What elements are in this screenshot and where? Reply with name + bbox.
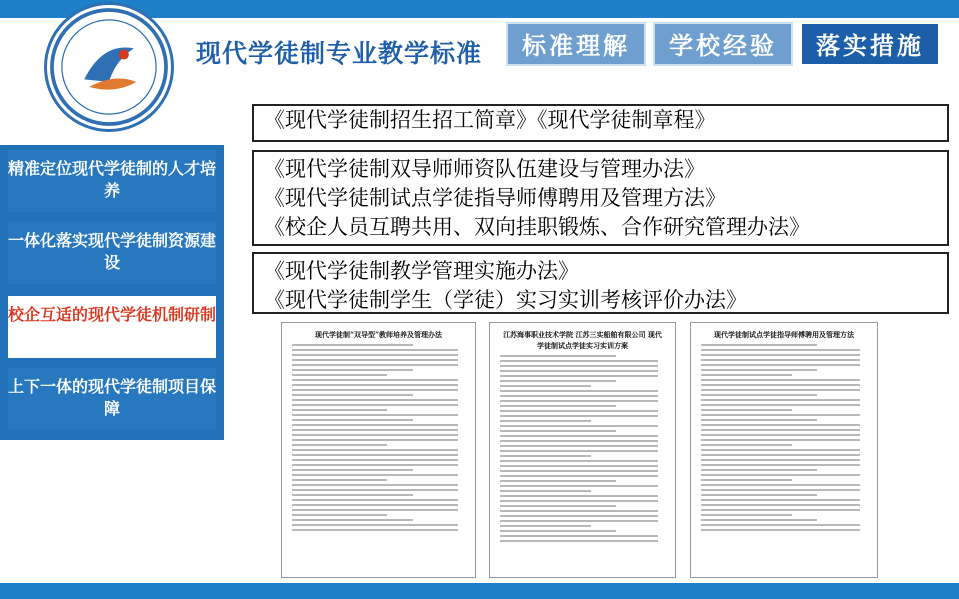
document-text-line xyxy=(701,454,860,456)
document-text-line xyxy=(292,344,413,346)
document-text-line xyxy=(701,359,860,361)
regulation-line: 《现代学徒制试点学徒指导师傅聘用及管理方法》 xyxy=(264,186,726,210)
document-text-line xyxy=(500,420,591,422)
document-text-line xyxy=(292,474,458,476)
page-title: 现代学徒制专业教学标准 xyxy=(196,39,483,68)
document-text-line xyxy=(500,370,658,372)
document-text-line xyxy=(500,385,591,387)
regulation-box-teachers xyxy=(252,150,949,246)
school-logo xyxy=(44,2,174,132)
sidebar-item-mechanism-development[interactable]: 校企互适的现代学徒机制研制 xyxy=(8,296,216,358)
document-text-line xyxy=(500,355,616,357)
document-text-line xyxy=(701,409,792,411)
document-text-line xyxy=(701,489,860,491)
document-text-line xyxy=(500,375,658,377)
document-text-line xyxy=(292,524,458,526)
document-text-line xyxy=(701,389,860,391)
document-text-line xyxy=(701,474,860,476)
footer-bar xyxy=(0,583,959,599)
document-text-line xyxy=(500,515,658,517)
document-text-line xyxy=(500,505,616,507)
document-text-line xyxy=(500,465,658,467)
document-text-line xyxy=(500,430,616,432)
document-text-line xyxy=(701,354,860,356)
document-text-line xyxy=(701,524,860,526)
regulation-line: 《校企人员互聘共用、双向挂职锻炼、合作研究管理办法》 xyxy=(264,215,810,239)
document-text-line xyxy=(292,404,458,406)
document-text-line xyxy=(500,400,658,402)
document-text-line xyxy=(701,464,860,466)
document-text-line xyxy=(292,429,458,431)
document-text-line xyxy=(701,349,860,351)
document-text-line xyxy=(500,440,658,442)
sidebar-item-talent-training[interactable]: 精准定位现代学徒制的人才培养 xyxy=(8,150,216,212)
document-text-line xyxy=(500,425,658,427)
document-text-line xyxy=(500,540,658,542)
document-text-line xyxy=(701,419,817,421)
document-title: 现代学徒制“双导型”教师培养及管理办法 xyxy=(314,330,443,339)
document-text-line xyxy=(701,374,792,376)
document-text-line xyxy=(701,529,860,531)
document-text-line xyxy=(500,485,658,487)
document-text-line xyxy=(292,449,458,451)
tab-school-experience[interactable]: 学校经验 xyxy=(653,22,793,66)
document-text-line xyxy=(292,349,458,351)
document-text-line xyxy=(292,529,458,531)
document-text-line xyxy=(292,494,413,496)
document-text-line xyxy=(701,394,817,396)
document-text-line xyxy=(500,525,591,527)
sidebar-item-resource-building[interactable]: 一体化落实现代学徒制资源建设 xyxy=(8,222,216,284)
tab-implementation-measures[interactable]: 落实措施 xyxy=(800,22,940,66)
document-text-line xyxy=(500,480,616,482)
document-thumbnail[interactable] xyxy=(489,322,676,578)
document-text-line xyxy=(701,399,860,401)
document-text-line xyxy=(292,359,458,361)
document-text-line xyxy=(701,384,860,386)
document-text-line xyxy=(292,464,458,466)
document-text-line xyxy=(500,470,658,472)
document-text-line xyxy=(500,500,658,502)
document-text-line xyxy=(292,364,458,366)
document-text-line xyxy=(701,439,860,441)
document-text-line xyxy=(500,410,658,412)
document-text-line xyxy=(292,489,458,491)
document-text-line xyxy=(701,504,860,506)
document-text-line xyxy=(701,519,817,521)
tab-standard-understanding[interactable]: 标准理解 xyxy=(506,22,646,66)
document-text-line xyxy=(292,484,458,486)
document-text-line xyxy=(500,530,616,532)
regulation-line: 《现代学徒制学生（学徒）实习实训考核评价办法》 xyxy=(264,288,747,312)
document-text-line xyxy=(500,360,658,362)
document-text-line xyxy=(292,394,413,396)
document-text-line xyxy=(701,344,817,346)
document-text-line xyxy=(500,490,591,492)
regulation-line: 《现代学徒制双导师师资队伍建设与管理办法》 xyxy=(264,157,705,181)
document-text-line xyxy=(701,434,860,436)
regulation-line: 《现代学徒制招生招工简章》《现代学徒制章程》 xyxy=(264,108,716,132)
document-body-lines xyxy=(292,344,465,531)
document-text-line xyxy=(500,510,658,512)
document-text-line xyxy=(292,389,458,391)
document-thumbnail[interactable] xyxy=(281,322,476,578)
document-text-line xyxy=(500,445,658,447)
document-text-line xyxy=(701,404,860,406)
sidebar-item-project-guarantee[interactable]: 上下一体的现代学徒制项目保障 xyxy=(8,368,216,430)
document-text-line xyxy=(701,364,860,366)
document-text-line xyxy=(701,429,860,431)
document-text-line xyxy=(500,455,591,457)
document-text-line xyxy=(292,469,413,471)
document-text-line xyxy=(292,354,458,356)
document-text-line xyxy=(701,494,817,496)
document-text-line xyxy=(701,509,860,511)
document-text-line xyxy=(701,449,860,451)
document-text-line xyxy=(292,504,458,506)
document-text-line xyxy=(292,499,458,501)
document-text-line xyxy=(292,379,458,381)
document-text-line xyxy=(292,399,458,401)
document-text-line xyxy=(500,405,616,407)
document-text-line xyxy=(500,395,658,397)
document-text-line xyxy=(292,509,458,511)
document-text-line xyxy=(500,460,658,462)
document-text-line xyxy=(701,379,860,381)
document-text-line xyxy=(292,479,387,481)
document-text-line xyxy=(292,414,458,416)
document-text-line xyxy=(292,434,458,436)
document-text-line xyxy=(500,475,658,477)
document-text-line xyxy=(292,374,387,376)
document-body-lines xyxy=(500,355,665,542)
document-text-line xyxy=(701,459,860,461)
document-text-line xyxy=(292,444,387,446)
document-text-line xyxy=(292,454,458,456)
document-text-line xyxy=(701,484,860,486)
document-text-line xyxy=(500,520,658,522)
document-text-line xyxy=(292,439,458,441)
document-text-line xyxy=(292,369,413,371)
document-text-line xyxy=(500,380,616,382)
document-text-line xyxy=(701,469,817,471)
document-text-line xyxy=(701,369,817,371)
document-text-line xyxy=(701,414,860,416)
document-text-line xyxy=(701,424,860,426)
document-thumbnail[interactable] xyxy=(690,322,878,578)
document-text-line xyxy=(500,495,658,497)
document-text-line xyxy=(701,444,792,446)
document-title: 现代学徒制试点学徒指导师傅聘用及管理方法 xyxy=(714,330,854,339)
document-text-line xyxy=(701,514,792,516)
document-text-line xyxy=(701,479,792,481)
regulation-line: 《现代学徒制教学管理实施办法》 xyxy=(264,259,579,283)
document-text-line xyxy=(500,535,658,537)
document-text-line xyxy=(701,499,860,501)
document-text-line xyxy=(292,409,387,411)
regulation-box-enrollment xyxy=(252,104,949,142)
document-body-lines xyxy=(701,344,867,531)
document-text-line xyxy=(500,390,658,392)
document-text-line xyxy=(500,435,658,437)
document-text-line xyxy=(292,514,387,516)
document-title: 江苏海事职业技术学院 江苏三实船舶有限公司 现代学徒制试点学徒实习实训方案 xyxy=(503,330,662,350)
document-text-line xyxy=(292,519,413,521)
document-text-line xyxy=(500,365,658,367)
document-text-line xyxy=(292,459,458,461)
document-text-line xyxy=(500,450,658,452)
document-text-line xyxy=(292,424,458,426)
document-text-line xyxy=(292,419,413,421)
regulation-box-teaching xyxy=(252,252,949,314)
document-text-line xyxy=(500,415,658,417)
document-text-line xyxy=(292,384,458,386)
